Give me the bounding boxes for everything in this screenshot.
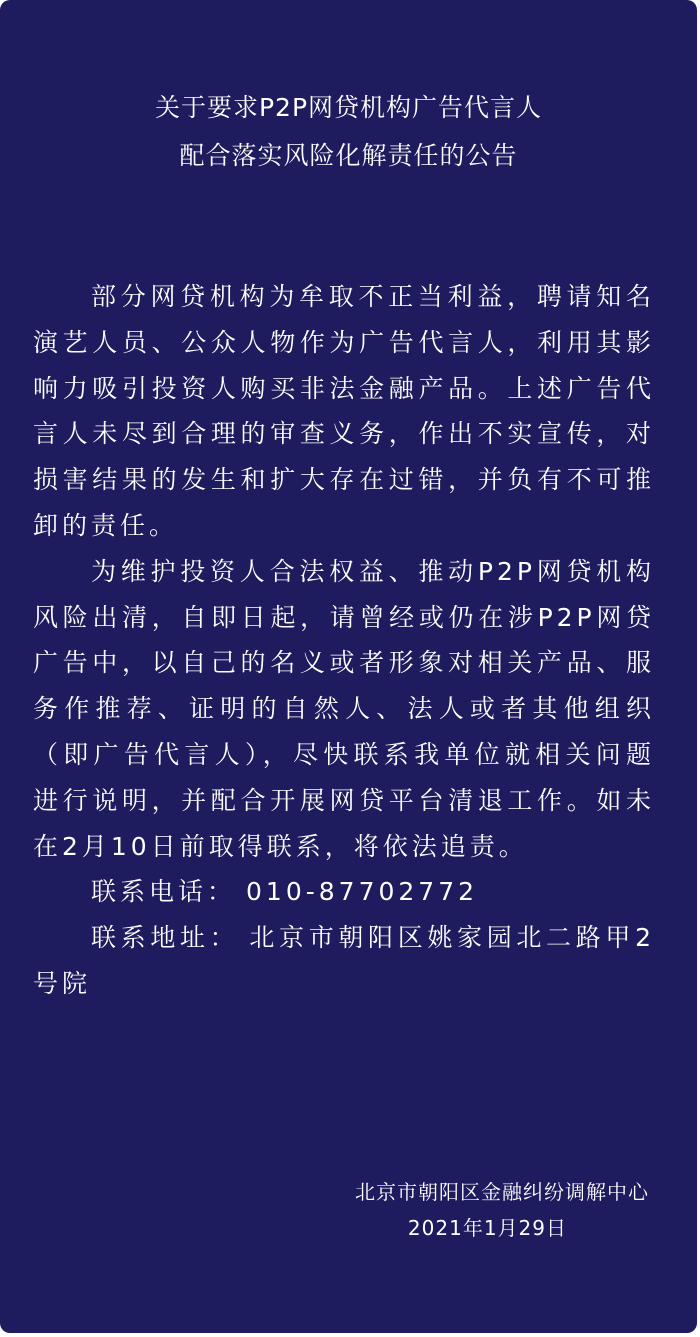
notice-body xyxy=(33,274,655,1007)
notice-title-line-2: 配合落实风险化解责任的公告 xyxy=(179,141,518,170)
contact-phone-line xyxy=(33,869,655,915)
contact-phone-value: 010-87702772 xyxy=(246,877,478,907)
signature-date: 2021年1月29日 xyxy=(407,1216,567,1240)
contact-address-label: 联系地址： xyxy=(91,923,240,953)
contact-phone-label: 联系电话： xyxy=(91,877,237,907)
contact-address-value: 北京市朝阳区姚家园北二路甲2号院 xyxy=(33,923,655,998)
body-paragraph-1: 部分网贷机构为牟取不正当利益，聘请知名演艺人员、公众人物作为广告代言人，利用其影响力吸引投资人购买非法金融产品。上述广告代言人未尽到合理的审查义务，作出不实宣传，对损害结果的发生和扩大存在过错，并负有不可推卸的责任。 xyxy=(33,282,655,540)
signature-organization: 北京市朝阳区金融纠纷调解中心 xyxy=(355,1180,649,1204)
notice-title-line-1: 关于要求P2P网贷机构广告代言人 xyxy=(154,93,543,122)
contact-address-line xyxy=(33,915,655,1007)
body-paragraph-2: 为维护投资人合法权益、推动P2P网贷机构风险出清，自即日起，请曾经或仍在涉P2P网贷广告中，以自己的名义或者形象对相关产品、服务作推荐、证明的自然人、法人或者其他组织（即广告代言人），尽快联系我单位就相关问题进行说明，并配合开展网贷平台清退工作。如未在2月10日前取得联系，将依法追责。 xyxy=(33,556,655,861)
